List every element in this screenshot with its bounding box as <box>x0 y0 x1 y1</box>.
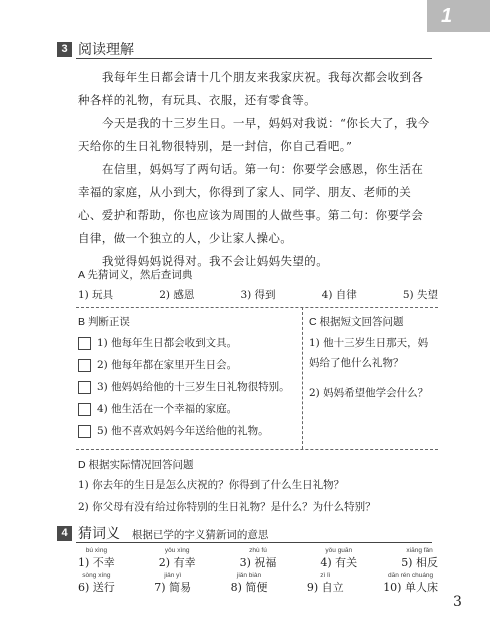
statement-text: 4) 他生活在一个幸福的家庭。 <box>97 403 238 415</box>
word-item <box>383 572 438 595</box>
part-b-title: 判断正误 <box>87 316 130 328</box>
section-3-title: 阅读理解 <box>78 41 134 57</box>
word-item <box>159 547 196 570</box>
checkbox[interactable] <box>78 359 91 372</box>
page-number: 3 <box>453 594 462 610</box>
pinyin: jiǎn biàn <box>236 572 262 579</box>
section-3-number: 3 <box>57 42 72 57</box>
section-4-rule <box>76 542 432 543</box>
word: 7) 简易 <box>154 581 192 594</box>
checkbox[interactable] <box>78 403 91 416</box>
pinyin: zì lì <box>320 572 331 579</box>
divider <box>76 449 438 450</box>
part-a-label: A <box>78 269 85 281</box>
part-c-heading <box>309 314 404 329</box>
pinyin: bú xìng <box>85 547 108 554</box>
part-a-word: 4) 自律 <box>321 289 357 301</box>
word: 2) 有幸 <box>158 556 196 569</box>
part-a-word: 5) 失望 <box>402 289 438 301</box>
pinyin: zhù fú <box>249 547 267 554</box>
part-d-label: D <box>78 459 86 471</box>
part-a-word: 2) 感恩 <box>159 289 195 301</box>
word-item <box>307 572 344 595</box>
question: 2) 妈妈希望他学会什么？ <box>309 387 429 399</box>
true-false-item <box>78 355 298 375</box>
pinyin: dān rén chuáng <box>387 572 434 579</box>
word-item <box>240 547 277 570</box>
part-c-title: 根据短文回答问题 <box>319 316 404 328</box>
word-item <box>320 547 357 570</box>
word-item <box>401 547 438 570</box>
checkbox[interactable] <box>78 337 91 350</box>
part-d-title: 根据实际情况回答问题 <box>88 459 194 471</box>
part-b-label: B <box>78 316 86 328</box>
part-a-word: 3) 得到 <box>240 289 276 301</box>
section-4-heading <box>78 525 268 543</box>
divider <box>76 307 438 308</box>
true-false-item <box>78 399 298 419</box>
question: 2) 你父母有没有给过你特别的生日礼物？是什么？为什么特别？ <box>78 501 376 513</box>
word-item <box>78 572 115 595</box>
pinyin: sòng xíng <box>82 572 111 579</box>
word-row-2 <box>78 572 438 595</box>
passage-paragraph-3: 在信里，妈妈写了两句话。第一句：你要学会感恩，你生活在幸福的家庭，从小到大，你得到了家人、同学、朋友、老师的关心、爱护和帮助，你也应该为周围的人做些事。第二句：你要学会自律，做一个独立的人，少让家人操心。 <box>78 162 424 245</box>
section-4-number: 4 <box>57 526 72 541</box>
statement-text: 2) 他每年都在家里开生日会。 <box>97 359 238 371</box>
part-a-word-list <box>78 287 438 302</box>
pinyin: xiāng fǎn <box>406 547 433 554</box>
checkbox[interactable] <box>78 425 91 438</box>
pinyin: jiǎn yì <box>164 572 182 579</box>
part-c-label: C <box>309 316 317 328</box>
word: 1) 不幸 <box>78 556 115 569</box>
question: 1) 你去年的生日是怎么庆祝的？你得到了什么生日礼物？ <box>78 479 345 491</box>
checkbox[interactable] <box>78 381 91 394</box>
reading-passage <box>78 66 433 273</box>
part-d-heading <box>78 457 194 472</box>
true-false-item <box>78 333 298 353</box>
statement-text: 5) 他不喜欢妈妈今年送给他的礼物。 <box>97 425 269 437</box>
question: 1) 他十三岁生日那天，妈妈给了他什么礼物？ <box>309 337 429 369</box>
word: 3) 祝福 <box>239 556 277 569</box>
section-4-title: 猜词义 <box>78 525 120 541</box>
word-item <box>231 572 268 595</box>
part-a-word: 1) 玩具 <box>78 289 114 301</box>
part-a-title: 先猜词义，然后查词典 <box>87 269 193 281</box>
word: 9) 自立 <box>306 581 344 594</box>
divider <box>302 307 303 449</box>
part-a-heading <box>78 267 192 282</box>
section-3-rule <box>76 58 432 59</box>
word-item <box>154 572 191 595</box>
statement-text: 1) 他每年生日都会收到文具。 <box>97 337 238 349</box>
true-false-item <box>78 421 298 441</box>
part-b-heading <box>78 314 130 329</box>
word: 8) 简便 <box>230 581 268 594</box>
word-row-1 <box>78 547 438 570</box>
statement-text: 3) 他妈妈给他的十三岁生日礼物很特别。 <box>97 381 290 393</box>
word-item <box>78 547 115 570</box>
pinyin: yǒu guān <box>325 547 353 554</box>
part-c-questions <box>309 333 437 403</box>
pinyin: yǒu xìng <box>164 547 190 554</box>
part-b-statements <box>78 333 298 441</box>
word: 4) 有关 <box>320 556 358 569</box>
word: 6) 送行 <box>78 581 115 594</box>
page-tab: 1 <box>427 0 490 32</box>
word: 10) 单人床 <box>383 581 438 594</box>
section-4-subtitle: 根据已学的字义猜新词的意思 <box>131 529 269 541</box>
word: 5) 相反 <box>401 556 438 569</box>
true-false-item <box>78 377 298 397</box>
passage-paragraph-1: 我每年生日都会请十几个朋友来我家庆祝。我每次都会收到各种各样的礼物，有玩具、衣服，还有零食等。 <box>78 70 424 107</box>
passage-paragraph-2: 今天是我的十三岁生日。一早，妈妈对我说：“你长大了，我今天给你的生日礼物很特别，是一封信，你自己看吧。” <box>78 116 430 153</box>
passage-paragraph-4: 我觉得妈妈说得对。我不会让妈妈失望的。 <box>102 254 329 268</box>
